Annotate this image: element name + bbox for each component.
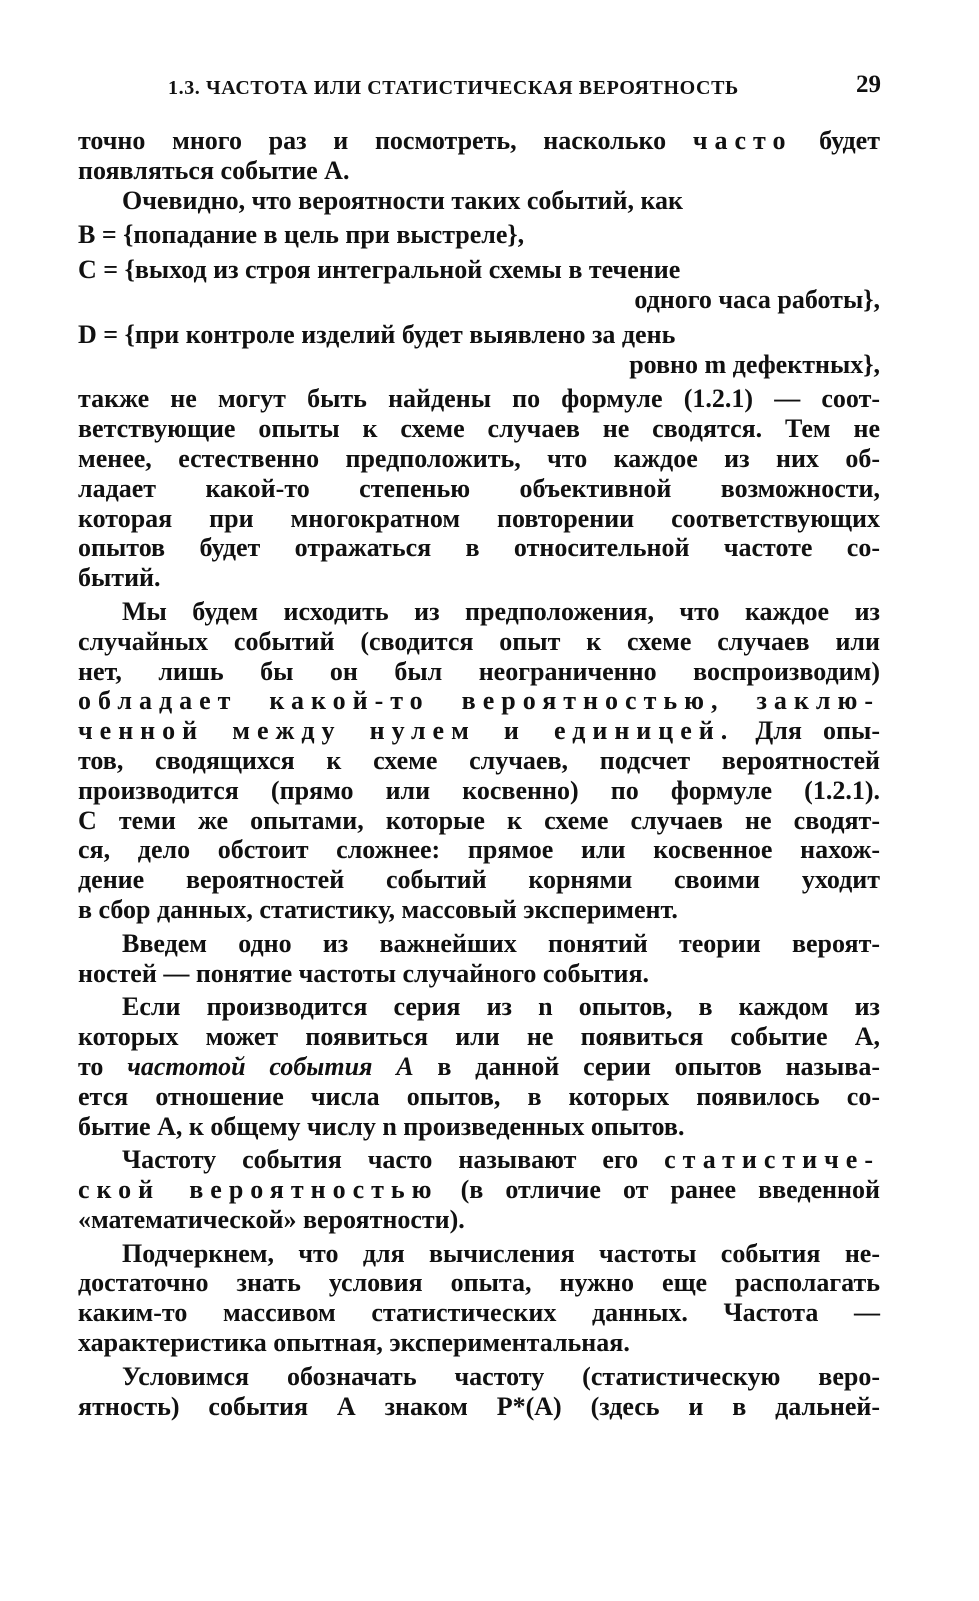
text-line: ченной между нулем и единицей. Для опы- — [78, 716, 881, 746]
text-line: ся, дело обстоит сложнее: прямое или косвенное нахож- — [78, 835, 880, 865]
text-line: Частоту события часто называют его статистиче- — [122, 1145, 880, 1175]
text-line: ской вероятностью (в отличие от ранее введенной — [78, 1175, 881, 1205]
text-line: тов, сводящихся к схеме случаев, подсчет вероятностей — [78, 745, 880, 775]
page-body — [78, 126, 880, 1421]
definition-term: частотой события А — [127, 1051, 414, 1081]
text-line: Мы будем исходить из предположения, что каждое из — [122, 596, 880, 626]
text-line: Условимся обозначать частоту (статистическую веро- — [122, 1361, 880, 1391]
text-line: появляться событие А. — [78, 155, 350, 185]
paragraph-7 — [78, 1145, 880, 1234]
emphasis-spaced: статистиче- — [664, 1145, 880, 1175]
text-line: опытов будет отражаться в относительной частоте со- — [78, 533, 880, 563]
paragraph-9 — [78, 1362, 880, 1422]
text-line: Очевидно, что вероятности таких событий, как — [122, 185, 684, 215]
page-number: 29 — [856, 71, 881, 98]
paragraph-4 — [78, 597, 880, 925]
paragraph-6 — [78, 992, 880, 1141]
text-line: случайных событий (сводится опыт к схеме случаев или — [78, 626, 880, 656]
text-line: которых может появиться или не появиться событие А, — [78, 1022, 880, 1052]
formula-line: C = {выход из строя интегральной схемы в течение — [78, 255, 681, 285]
text-line: Введем одно из важнейших понятий теории вероят- — [122, 928, 880, 958]
section-title: 1.3. ЧАСТОТА ИЛИ СТАТИСТИЧЕСКАЯ ВЕРОЯТНОСТЬ — [168, 77, 739, 99]
text-line: в сбор данных, статистику, массовый эксперимент. — [78, 894, 678, 924]
formula-b — [78, 220, 880, 250]
text-line: характеристика опытная, экспериментальная. — [78, 1328, 630, 1358]
text-line: точно много раз и посмотреть, насколько часто будет — [78, 126, 880, 155]
paragraph-1 — [78, 126, 880, 186]
text-line: «математической» вероятности). — [78, 1204, 465, 1234]
text-line: то частотой события А в данной серии опытов называ- — [78, 1051, 881, 1081]
text-line: ятность) события А знаком P*(A) (здесь и в дальней- — [78, 1391, 880, 1421]
text-line: Если производится серия из n опытов, в каждом из — [122, 992, 880, 1022]
text-line: менее, естественно предположить, что каждое из них об- — [78, 443, 880, 473]
formula-line: B = {попадание в цель при выстреле}, — [78, 220, 525, 250]
text-line: ностей — понятие частоты случайного события. — [78, 958, 650, 988]
formula-line: одного часа работы}, — [634, 284, 880, 314]
text-line: бытие А, к общему числу n произведенных опытов. — [78, 1111, 685, 1141]
text-line: также не могут быть найдены по формуле (1.2.1) — соот- — [78, 384, 880, 414]
text-line: ветствующие опыты к схеме случаев не сводятся. Тем не — [78, 414, 880, 444]
formula-d — [78, 320, 880, 380]
emphasis-spaced: ченной между нулем и единицей. — [78, 716, 735, 746]
formula-c — [78, 255, 880, 315]
text-line: производится (прямо или косвенно) по формуле (1.2.1). — [78, 775, 880, 805]
formula-line: D = {при контроле изделий будет выявлено за день — [78, 319, 676, 349]
paragraph-8 — [78, 1239, 880, 1358]
paragraph-2 — [78, 186, 880, 216]
text-line: дение вероятностей событий корнями своими уходит — [78, 865, 880, 895]
text-line: нет, лишь бы он был неограниченно воспроизводим) — [78, 656, 880, 686]
text-line: каким-то массивом статистических данных. Частота — — [78, 1298, 880, 1328]
emphasis-spaced: обладает какой-то вероятностью, заклю- — [78, 686, 880, 716]
text-line: достаточно знать условия опыта, нужно еще располагать — [78, 1268, 880, 1298]
emphasis-spaced: ской вероятностью — [78, 1175, 439, 1205]
text-line: С теми же опытами, которые к схеме случаев не сводят- — [78, 805, 880, 835]
text-line: бытий. — [78, 563, 161, 593]
emphasis-spaced: часто — [692, 126, 793, 155]
paragraph-3 — [78, 384, 880, 593]
text-line: Подчеркнем, что для вычисления частоты события не- — [122, 1238, 880, 1268]
running-header — [80, 70, 881, 102]
paragraph-5 — [78, 929, 880, 989]
text-line: которая при многократном повторении соответствующих — [78, 503, 880, 533]
text-line: ется отношение числа опытов, в которых появилось со- — [78, 1081, 880, 1111]
text-line: ладает какой-то степенью объективной возможности, — [78, 473, 880, 503]
formula-line: ровно m дефектных}, — [629, 349, 880, 379]
